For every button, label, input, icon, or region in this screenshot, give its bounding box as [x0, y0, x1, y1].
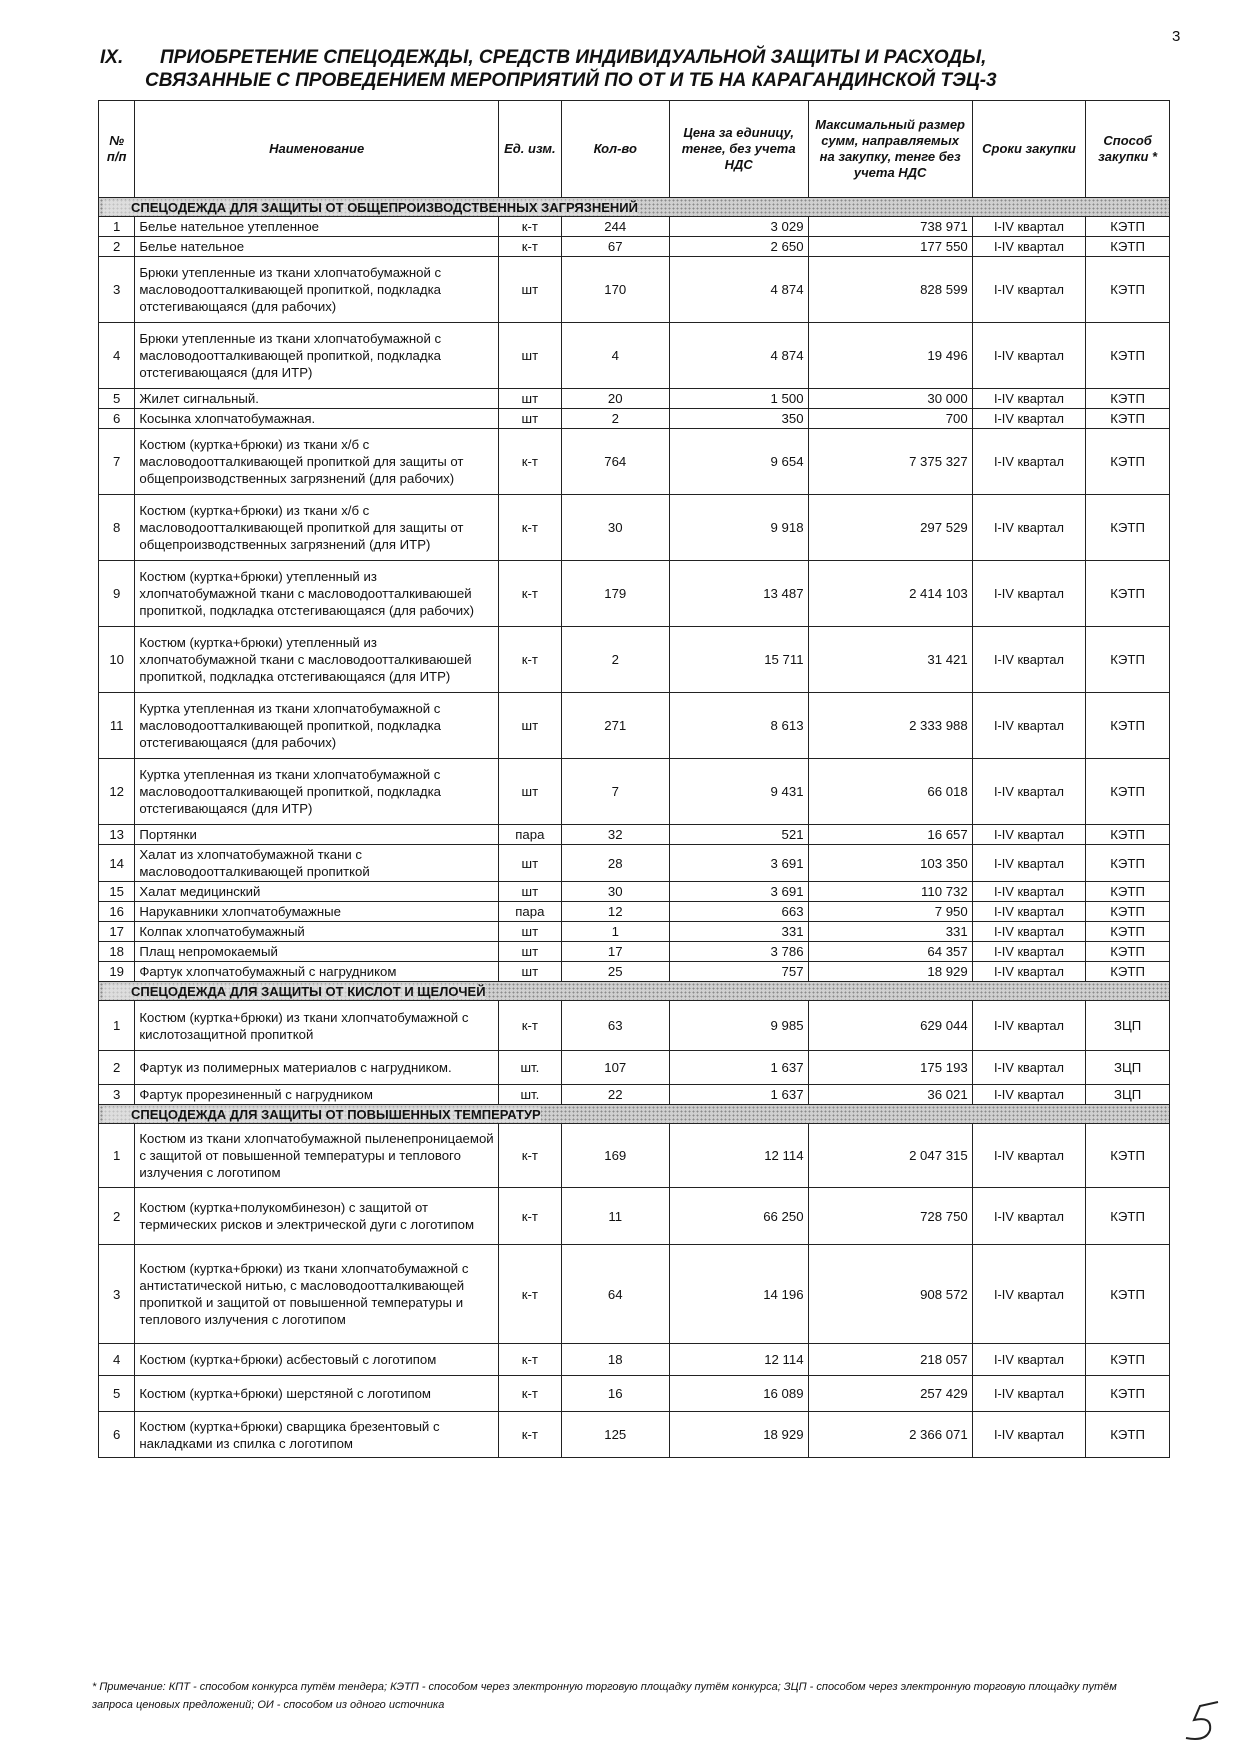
- cell-term: I-IV квартал: [972, 409, 1085, 429]
- table-row: [99, 1085, 1170, 1105]
- cell-qty: 170: [561, 257, 669, 323]
- cell-qty: 67: [561, 237, 669, 257]
- cell-unit: к-т: [498, 1245, 561, 1344]
- cell-method: ЗЦП: [1086, 1001, 1170, 1051]
- cell-sum: 18 929: [808, 962, 972, 982]
- cell-name: Портянки: [135, 825, 499, 845]
- cell-method: КЭТП: [1086, 942, 1170, 962]
- cell-name: Костюм (куртка+брюки) сварщика брезентовый с накладками из спилка с логотипом: [135, 1412, 499, 1458]
- cell-method: КЭТП: [1086, 1124, 1170, 1188]
- cell-price: 521: [669, 825, 808, 845]
- section-header-row: [99, 982, 1170, 1001]
- cell-sum: 908 572: [808, 1245, 972, 1344]
- cell-method: КЭТП: [1086, 561, 1170, 627]
- page-number: 3: [1172, 28, 1181, 45]
- cell-price: 14 196: [669, 1245, 808, 1344]
- header-price: Цена за единицу, тенге, без учета НДС: [669, 101, 808, 198]
- cell-unit: шт: [498, 882, 561, 902]
- cell-num: 11: [99, 693, 135, 759]
- cell-sum: 2 333 988: [808, 693, 972, 759]
- cell-sum: 66 018: [808, 759, 972, 825]
- table-row: [99, 257, 1170, 323]
- cell-method: КЭТП: [1086, 323, 1170, 389]
- cell-num: 18: [99, 942, 135, 962]
- cell-name: Костюм (куртка+брюки) утепленный из хлопчатобумажной ткани с масловодоотталкиваюшей пропиткой, подкладка отстегивающаяся (для ИТР): [135, 627, 499, 693]
- cell-num: 7: [99, 429, 135, 495]
- table-row: [99, 627, 1170, 693]
- cell-name: Фартук из полимерных материалов с нагрудником.: [135, 1051, 499, 1085]
- cell-term: I-IV квартал: [972, 257, 1085, 323]
- cell-price: 18 929: [669, 1412, 808, 1458]
- cell-num: 1: [99, 1001, 135, 1051]
- cell-unit: шт: [498, 922, 561, 942]
- cell-name: Халат медицинский: [135, 882, 499, 902]
- cell-sum: 331: [808, 922, 972, 942]
- table-row: [99, 217, 1170, 237]
- cell-sum: 64 357: [808, 942, 972, 962]
- cell-num: 3: [99, 1085, 135, 1105]
- cell-price: 3 691: [669, 845, 808, 882]
- cell-name: Костюм из ткани хлопчатобумажной пыленепроницаемой с защитой от повышенной температуры и теплового излучения с логотипом: [135, 1124, 499, 1188]
- cell-price: 4 874: [669, 323, 808, 389]
- cell-qty: 28: [561, 845, 669, 882]
- table-row: [99, 1188, 1170, 1245]
- cell-num: 19: [99, 962, 135, 982]
- cell-unit: шт: [498, 759, 561, 825]
- cell-term: I-IV квартал: [972, 561, 1085, 627]
- cell-term: I-IV квартал: [972, 429, 1085, 495]
- cell-qty: 12: [561, 902, 669, 922]
- cell-term: I-IV квартал: [972, 902, 1085, 922]
- cell-num: 8: [99, 495, 135, 561]
- cell-qty: 1: [561, 922, 669, 942]
- cell-term: I-IV квартал: [972, 237, 1085, 257]
- cell-name: Куртка утепленная из ткани хлопчатобумажной с масловодоотталкивающей пропиткой, подкладка отстегивающаяся (для рабочих): [135, 693, 499, 759]
- header-num: № п/п: [99, 101, 135, 198]
- cell-sum: 175 193: [808, 1051, 972, 1085]
- cell-term: I-IV квартал: [972, 1376, 1085, 1412]
- cell-method: КЭТП: [1086, 389, 1170, 409]
- cell-num: 12: [99, 759, 135, 825]
- cell-method: КЭТП: [1086, 693, 1170, 759]
- table-row: [99, 1412, 1170, 1458]
- cell-sum: 36 021: [808, 1085, 972, 1105]
- cell-price: 8 613: [669, 693, 808, 759]
- cell-method: КЭТП: [1086, 759, 1170, 825]
- cell-method: ЗЦП: [1086, 1051, 1170, 1085]
- cell-name: Брюки утепленные из ткани хлопчатобумажной с масловодоотталкивающей пропиткой, подкладка отстегивающаяся (для ИТР): [135, 323, 499, 389]
- cell-method: КЭТП: [1086, 845, 1170, 882]
- cell-sum: 110 732: [808, 882, 972, 902]
- cell-term: I-IV квартал: [972, 942, 1085, 962]
- cell-price: 3 029: [669, 217, 808, 237]
- header-sum: Максимальный размер сумм, направляемых на закупку, тенге без учета НДС: [808, 101, 972, 198]
- cell-price: 1 500: [669, 389, 808, 409]
- cell-term: I-IV квартал: [972, 495, 1085, 561]
- cell-sum: 103 350: [808, 845, 972, 882]
- cell-unit: шт: [498, 942, 561, 962]
- cell-price: 1 637: [669, 1051, 808, 1085]
- cell-method: КЭТП: [1086, 1344, 1170, 1376]
- cell-name: Брюки утепленные из ткани хлопчатобумажной с масловодоотталкивающей пропиткой, подкладка отстегивающаяся (для рабочих): [135, 257, 499, 323]
- cell-method: КЭТП: [1086, 1245, 1170, 1344]
- cell-sum: 2 047 315: [808, 1124, 972, 1188]
- cell-unit: к-т: [498, 495, 561, 561]
- cell-sum: 2 366 071: [808, 1412, 972, 1458]
- cell-name: Косынка хлопчатобумажная.: [135, 409, 499, 429]
- header-method: Способ закупки *: [1086, 101, 1170, 198]
- cell-sum: 177 550: [808, 237, 972, 257]
- handwritten-mark-icon: [1178, 1696, 1228, 1746]
- cell-num: 2: [99, 1188, 135, 1245]
- table-row: [99, 495, 1170, 561]
- cell-unit: шт: [498, 389, 561, 409]
- cell-sum: 218 057: [808, 1344, 972, 1376]
- title-line-2: СВЯЗАННЫЕ С ПРОВЕДЕНИЕМ МЕРОПРИЯТИЙ ПО ОТ И ТБ НА КАРАГАНДИНСКОЙ ТЭЦ-3: [145, 70, 997, 91]
- cell-name: Нарукавники хлопчатобумажные: [135, 902, 499, 922]
- cell-num: 14: [99, 845, 135, 882]
- cell-term: I-IV квартал: [972, 1085, 1085, 1105]
- table-row: [99, 882, 1170, 902]
- cell-unit: к-т: [498, 237, 561, 257]
- cell-term: I-IV квартал: [972, 922, 1085, 942]
- cell-name: Костюм (куртка+брюки) шерстяной с логотипом: [135, 1376, 499, 1412]
- footnote: * Примечание: КПТ - способом конкурса путём тендера; КЭТП - способом через электронную торговую площадку путём конкурса; ЗЦП - способом через электронную торговую площадку путём запроса ценовых предложений; ОИ - способом из одного источника: [92, 1681, 1117, 1711]
- cell-sum: 738 971: [808, 217, 972, 237]
- cell-num: 3: [99, 1245, 135, 1344]
- cell-qty: 63: [561, 1001, 669, 1051]
- cell-qty: 4: [561, 323, 669, 389]
- cell-unit: шт: [498, 323, 561, 389]
- cell-qty: 25: [561, 962, 669, 982]
- cell-name: Белье нательное утепленное: [135, 217, 499, 237]
- section-header-row: [99, 198, 1170, 217]
- table-row: [99, 429, 1170, 495]
- cell-num: 17: [99, 922, 135, 942]
- cell-unit: пара: [498, 825, 561, 845]
- cell-unit: шт: [498, 257, 561, 323]
- table-header-row: [99, 101, 1170, 198]
- cell-qty: 32: [561, 825, 669, 845]
- cell-qty: 30: [561, 495, 669, 561]
- cell-sum: 19 496: [808, 323, 972, 389]
- cell-term: I-IV квартал: [972, 1001, 1085, 1051]
- cell-unit: к-т: [498, 1124, 561, 1188]
- table-row: [99, 693, 1170, 759]
- cell-qty: 179: [561, 561, 669, 627]
- cell-term: I-IV квартал: [972, 1124, 1085, 1188]
- table-row: [99, 561, 1170, 627]
- cell-unit: к-т: [498, 627, 561, 693]
- cell-sum: 700: [808, 409, 972, 429]
- cell-name: Фартук прорезиненный с нагрудником: [135, 1085, 499, 1105]
- cell-num: 10: [99, 627, 135, 693]
- cell-qty: 17: [561, 942, 669, 962]
- cell-num: 2: [99, 1051, 135, 1085]
- cell-qty: 18: [561, 1344, 669, 1376]
- cell-name: Белье нательное: [135, 237, 499, 257]
- table-row: [99, 962, 1170, 982]
- cell-sum: 257 429: [808, 1376, 972, 1412]
- cell-qty: 244: [561, 217, 669, 237]
- cell-num: 5: [99, 389, 135, 409]
- cell-term: I-IV квартал: [972, 1344, 1085, 1376]
- table-row: [99, 942, 1170, 962]
- cell-name: Костюм (куртка+брюки) утепленный из хлопчатобумажной ткани с масловодоотталкиваюшей пропиткой, подкладка отстегивающаяся (для рабочих): [135, 561, 499, 627]
- cell-qty: 30: [561, 882, 669, 902]
- cell-unit: шт: [498, 845, 561, 882]
- section-title: СПЕЦОДЕЖДА ДЛЯ ЗАЩИТЫ ОТ ПОВЫШЕННЫХ ТЕМПЕРАТУР: [103, 1107, 541, 1122]
- cell-qty: 2: [561, 409, 669, 429]
- cell-price: 13 487: [669, 561, 808, 627]
- table-row: [99, 759, 1170, 825]
- cell-price: 331: [669, 922, 808, 942]
- section-roman-number: IX.: [100, 47, 124, 68]
- cell-method: ЗЦП: [1086, 1085, 1170, 1105]
- cell-name: Плащ непромокаемый: [135, 942, 499, 962]
- cell-method: КЭТП: [1086, 962, 1170, 982]
- cell-method: КЭТП: [1086, 237, 1170, 257]
- cell-num: 6: [99, 409, 135, 429]
- cell-qty: 20: [561, 389, 669, 409]
- header-term: Сроки закупки: [972, 101, 1085, 198]
- cell-method: КЭТП: [1086, 429, 1170, 495]
- cell-num: 4: [99, 1344, 135, 1376]
- cell-method: КЭТП: [1086, 495, 1170, 561]
- cell-term: I-IV квартал: [972, 389, 1085, 409]
- cell-unit: к-т: [498, 1376, 561, 1412]
- cell-price: 2 650: [669, 237, 808, 257]
- cell-price: 350: [669, 409, 808, 429]
- cell-unit: шт: [498, 409, 561, 429]
- cell-price: 663: [669, 902, 808, 922]
- table-row: [99, 237, 1170, 257]
- cell-num: 2: [99, 237, 135, 257]
- table-row: [99, 1124, 1170, 1188]
- cell-name: Костюм (куртка+брюки) из ткани хлопчатобумажной с антистатической нитью, с масловодоотталкивающей пропиткой и защитой от повышенной температуры и теплового излучения с логотипом: [135, 1245, 499, 1344]
- cell-qty: 7: [561, 759, 669, 825]
- cell-term: I-IV квартал: [972, 1188, 1085, 1245]
- cell-term: I-IV квартал: [972, 217, 1085, 237]
- cell-qty: 11: [561, 1188, 669, 1245]
- header-unit: Ед. изм.: [498, 101, 561, 198]
- cell-term: I-IV квартал: [972, 825, 1085, 845]
- cell-price: 9 985: [669, 1001, 808, 1051]
- cell-unit: к-т: [498, 1412, 561, 1458]
- cell-price: 9 918: [669, 495, 808, 561]
- cell-name: Костюм (куртка+брюки) асбестовый с логотипом: [135, 1344, 499, 1376]
- cell-sum: 7 375 327: [808, 429, 972, 495]
- table-row: [99, 1245, 1170, 1344]
- cell-price: 12 114: [669, 1124, 808, 1188]
- cell-method: КЭТП: [1086, 1376, 1170, 1412]
- cell-sum: 2 414 103: [808, 561, 972, 627]
- cell-term: I-IV квартал: [972, 1412, 1085, 1458]
- cell-num: 1: [99, 1124, 135, 1188]
- cell-term: I-IV квартал: [972, 1245, 1085, 1344]
- cell-name: Колпак хлопчатобумажный: [135, 922, 499, 942]
- cell-method: КЭТП: [1086, 409, 1170, 429]
- cell-unit: шт: [498, 693, 561, 759]
- procurement-table: [98, 100, 1170, 1458]
- cell-name: Костюм (куртка+брюки) из ткани х/б с масловодоотталкивающей пропиткой для защиты от общепроизводственных загрязнений (для ИТР): [135, 495, 499, 561]
- cell-term: I-IV квартал: [972, 962, 1085, 982]
- cell-term: I-IV квартал: [972, 759, 1085, 825]
- table-row: [99, 845, 1170, 882]
- cell-unit: к-т: [498, 1344, 561, 1376]
- cell-qty: 125: [561, 1412, 669, 1458]
- cell-qty: 16: [561, 1376, 669, 1412]
- cell-term: I-IV квартал: [972, 882, 1085, 902]
- cell-unit: к-т: [498, 561, 561, 627]
- cell-qty: 64: [561, 1245, 669, 1344]
- table-row: [99, 1051, 1170, 1085]
- cell-qty: 169: [561, 1124, 669, 1188]
- section-header-row: [99, 1105, 1170, 1124]
- cell-sum: 30 000: [808, 389, 972, 409]
- cell-num: 6: [99, 1412, 135, 1458]
- page-title: [100, 46, 1140, 92]
- cell-sum: 828 599: [808, 257, 972, 323]
- table-row: [99, 389, 1170, 409]
- table-row: [99, 1001, 1170, 1051]
- cell-qty: 2: [561, 627, 669, 693]
- cell-sum: 7 950: [808, 902, 972, 922]
- cell-unit: к-т: [498, 1188, 561, 1245]
- cell-num: 16: [99, 902, 135, 922]
- cell-method: КЭТП: [1086, 1412, 1170, 1458]
- cell-method: КЭТП: [1086, 922, 1170, 942]
- cell-price: 9 431: [669, 759, 808, 825]
- cell-unit: шт.: [498, 1051, 561, 1085]
- cell-name: Костюм (куртка+полукомбинезон) с защитой от термических рисков и электрической дуги с логотипом: [135, 1188, 499, 1245]
- cell-num: 5: [99, 1376, 135, 1412]
- cell-num: 3: [99, 257, 135, 323]
- cell-qty: 107: [561, 1051, 669, 1085]
- cell-term: I-IV квартал: [972, 1051, 1085, 1085]
- cell-sum: 31 421: [808, 627, 972, 693]
- section-title: СПЕЦОДЕЖДА ДЛЯ ЗАЩИТЫ ОТ КИСЛОТ И ЩЕЛОЧЕЙ: [103, 984, 486, 999]
- cell-unit: шт.: [498, 1085, 561, 1105]
- cell-name: Костюм (куртка+брюки) из ткани х/б с масловодоотталкивающей пропиткой для защиты от общепроизводственных загрязнений (для рабочих): [135, 429, 499, 495]
- cell-price: 16 089: [669, 1376, 808, 1412]
- cell-name: Жилет сигнальный.: [135, 389, 499, 409]
- cell-qty: 764: [561, 429, 669, 495]
- cell-unit: шт: [498, 962, 561, 982]
- cell-num: 1: [99, 217, 135, 237]
- cell-name: Костюм (куртка+брюки) из ткани хлопчатобумажной с кислотозащитной пропиткой: [135, 1001, 499, 1051]
- table-row: [99, 1376, 1170, 1412]
- cell-unit: к-т: [498, 429, 561, 495]
- cell-price: 1 637: [669, 1085, 808, 1105]
- cell-unit: к-т: [498, 1001, 561, 1051]
- cell-qty: 22: [561, 1085, 669, 1105]
- cell-method: КЭТП: [1086, 825, 1170, 845]
- table-row: [99, 1344, 1170, 1376]
- section-title: СПЕЦОДЕЖДА ДЛЯ ЗАЩИТЫ ОТ ОБЩЕПРОИЗВОДСТВЕННЫХ ЗАГРЯЗНЕНИЙ: [103, 200, 638, 215]
- header-qty: Кол-во: [561, 101, 669, 198]
- cell-price: 3 786: [669, 942, 808, 962]
- table-body: [99, 198, 1170, 1458]
- cell-term: I-IV квартал: [972, 693, 1085, 759]
- cell-sum: 629 044: [808, 1001, 972, 1051]
- cell-sum: 16 657: [808, 825, 972, 845]
- cell-name: Куртка утепленная из ткани хлопчатобумажной с масловодоотталкивающей пропиткой, подкладка отстегивающаяся (для ИТР): [135, 759, 499, 825]
- cell-price: 4 874: [669, 257, 808, 323]
- cell-method: КЭТП: [1086, 627, 1170, 693]
- cell-term: I-IV квартал: [972, 845, 1085, 882]
- cell-sum: 728 750: [808, 1188, 972, 1245]
- cell-qty: 271: [561, 693, 669, 759]
- table-row: [99, 409, 1170, 429]
- cell-num: 13: [99, 825, 135, 845]
- cell-num: 15: [99, 882, 135, 902]
- table-row: [99, 825, 1170, 845]
- table-row: [99, 922, 1170, 942]
- cell-price: 757: [669, 962, 808, 982]
- cell-name: Халат из хлопчатобумажной ткани с масловодоотталкивающей пропиткой: [135, 845, 499, 882]
- cell-sum: 297 529: [808, 495, 972, 561]
- cell-price: 15 711: [669, 627, 808, 693]
- cell-method: КЭТП: [1086, 217, 1170, 237]
- cell-num: 9: [99, 561, 135, 627]
- cell-method: КЭТП: [1086, 1188, 1170, 1245]
- cell-num: 4: [99, 323, 135, 389]
- cell-price: 3 691: [669, 882, 808, 902]
- cell-unit: к-т: [498, 217, 561, 237]
- cell-term: I-IV квартал: [972, 323, 1085, 389]
- table-row: [99, 902, 1170, 922]
- cell-method: КЭТП: [1086, 882, 1170, 902]
- cell-unit: пара: [498, 902, 561, 922]
- cell-method: КЭТП: [1086, 902, 1170, 922]
- cell-price: 66 250: [669, 1188, 808, 1245]
- cell-term: I-IV квартал: [972, 627, 1085, 693]
- cell-name: Фартук хлопчатобумажный с нагрудником: [135, 962, 499, 982]
- header-name: Наименование: [135, 101, 499, 198]
- cell-method: КЭТП: [1086, 257, 1170, 323]
- table-row: [99, 323, 1170, 389]
- cell-price: 12 114: [669, 1344, 808, 1376]
- title-line-1: ПРИОБРЕТЕНИЕ СПЕЦОДЕЖДЫ, СРЕДСТВ ИНДИВИДУАЛЬНОЙ ЗАЩИТЫ И РАСХОДЫ,: [160, 47, 987, 68]
- cell-price: 9 654: [669, 429, 808, 495]
